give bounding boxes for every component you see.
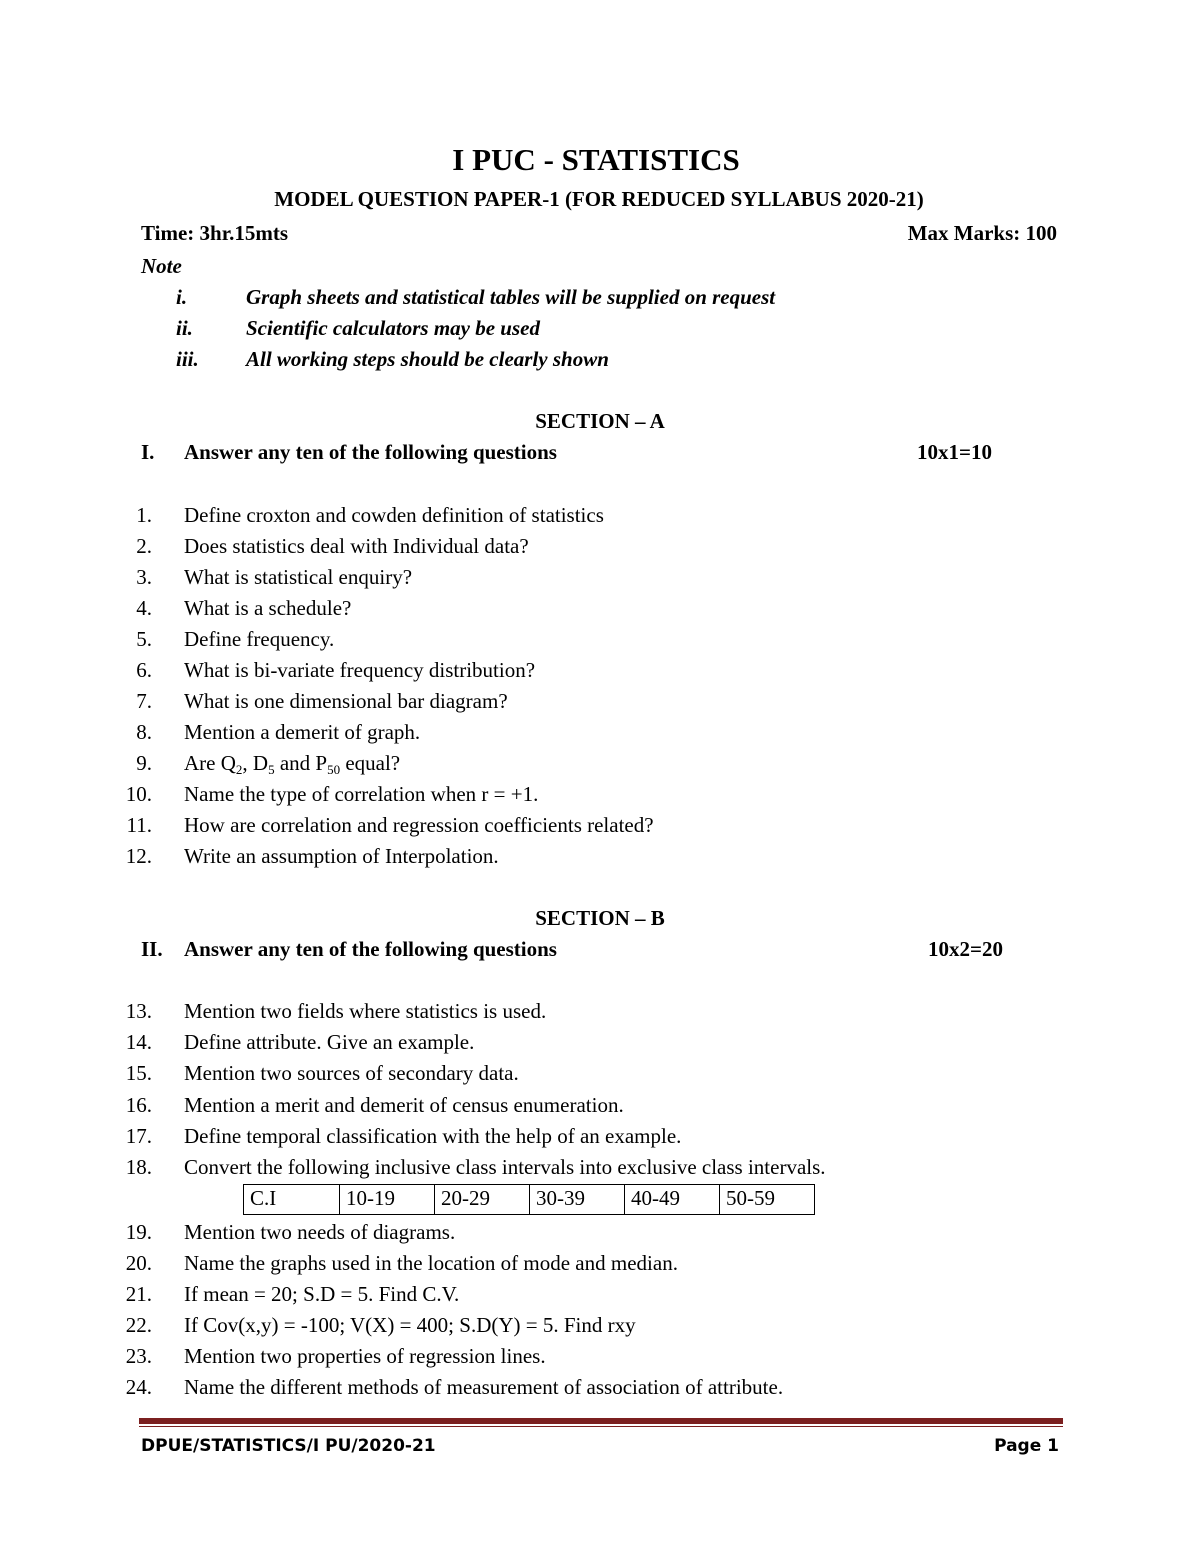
question-number: 6. (136, 658, 152, 682)
question-number: 18. (125, 1155, 152, 1179)
question-text: Name the type of correlation when r = +1. (184, 782, 539, 806)
note-item-number: iii. (176, 347, 199, 371)
page-number: Page 1 (994, 1436, 1059, 1456)
question-text: Convert the following inclusive class intervals into exclusive class intervals. (184, 1155, 826, 1179)
footer-rule (139, 1418, 1063, 1424)
paper-title: I PUC - STATISTICS (452, 142, 740, 177)
question-number: 16. (125, 1093, 152, 1117)
question-number: 12. (125, 844, 152, 868)
question-text: How are correlation and regression coefficients related? (184, 813, 654, 837)
question-text: Define temporal classification with the help of an example. (184, 1124, 682, 1148)
exam-time: Time: 3hr.15mts (141, 221, 288, 245)
question-number: 5. (136, 627, 152, 651)
subscript: 2 (235, 762, 243, 777)
question-number: 14. (125, 1030, 152, 1054)
question-text: What is bi-variate frequency distribution? (184, 658, 536, 682)
question-number: 19. (125, 1220, 152, 1244)
question-text: Define croxton and cowden definition of statistics (184, 503, 604, 527)
section-a-marks: 10x1=10 (917, 440, 992, 464)
table-cell: 20-29 (435, 1185, 530, 1215)
section-a-instruction: Answer any ten of the following questions (184, 440, 557, 464)
question-number: 1. (136, 503, 152, 527)
table-cell: 10-19 (340, 1185, 435, 1215)
question-text: Define attribute. Give an example. (184, 1030, 475, 1054)
question-number: 21. (125, 1282, 152, 1306)
question-number: 11. (126, 813, 152, 837)
subscript: 5 (268, 762, 275, 777)
question-text: What is a schedule? (184, 596, 352, 620)
question-number: 15. (125, 1061, 152, 1085)
question-text: Define frequency. (184, 627, 335, 651)
question-text-part: Are Q (184, 751, 236, 775)
section-a-heading: SECTION – A (535, 409, 665, 433)
table-cell: 50-59 (720, 1185, 815, 1215)
question-text (184, 749, 400, 777)
question-text: Mention two properties of regression lines. (184, 1344, 546, 1368)
question-number: 7. (136, 689, 152, 713)
section-a-roman: I. (141, 440, 155, 464)
question-text: Name the graphs used in the location of mode and median. (184, 1251, 678, 1275)
question-number: 2. (136, 534, 152, 558)
question-text: Write an assumption of Interpolation. (184, 844, 499, 868)
note-item-text: Scientific calculators may be used (246, 316, 540, 340)
note-item-number: ii. (176, 316, 193, 340)
question-number: 17. (125, 1124, 152, 1148)
question-number: 4. (136, 596, 152, 620)
question-number: 23. (125, 1344, 152, 1368)
question-number: 13. (125, 999, 152, 1023)
question-text: What is statistical enquiry? (184, 565, 413, 589)
question-number: 24. (125, 1375, 152, 1399)
question-text: If mean = 20; S.D = 5. Find C.V. (184, 1282, 460, 1306)
section-b-instruction: Answer any ten of the following questions (184, 937, 557, 961)
question-text: Mention two sources of secondary data. (184, 1061, 519, 1085)
question-text: What is one dimensional bar diagram? (184, 689, 508, 713)
question-text-part: , D (242, 751, 269, 775)
question-number: 8. (136, 720, 152, 744)
question-number: 22. (125, 1313, 152, 1337)
question-number: 9. (136, 751, 152, 775)
section-b-heading: SECTION – B (535, 906, 665, 930)
table-cell: C.I (244, 1185, 340, 1215)
note-item-text: Graph sheets and statistical tables will be supplied on request (246, 285, 776, 309)
question-text: Does statistics deal with Individual data? (184, 534, 529, 558)
class-interval-table (243, 1184, 815, 1215)
section-b-marks: 10x2=20 (928, 937, 1003, 961)
question-text-part: and P (274, 751, 328, 775)
question-text: If Cov(x,y) = -100; V(X) = 400; S.D(Y) = 5. Find rxy (184, 1313, 636, 1337)
paper-subtitle: MODEL QUESTION PAPER-1 (FOR REDUCED SYLLABUS 2020-21) (274, 187, 924, 211)
table-cell: 40-49 (625, 1185, 720, 1215)
question-text: Mention a demerit of graph. (184, 720, 421, 744)
question-text: Mention two fields where statistics is used. (184, 999, 547, 1023)
question-number: 20. (125, 1251, 152, 1275)
question-text: Mention a merit and demerit of census enumeration. (184, 1093, 624, 1117)
table-cell: 30-39 (530, 1185, 625, 1215)
question-text: Name the different methods of measurement of association of attribute. (184, 1375, 784, 1399)
question-text: Mention two needs of diagrams. (184, 1220, 456, 1244)
question-text-part: equal? (340, 751, 401, 775)
subscript: 50 (327, 762, 341, 777)
note-item-text: All working steps should be clearly shown (246, 347, 609, 371)
footer-document-code: DPUE/STATISTICS/I PU/2020-21 (141, 1436, 436, 1456)
table-row (244, 1185, 815, 1215)
note-label: Note (141, 254, 182, 278)
section-b-roman: II. (141, 937, 163, 961)
question-number: 10. (125, 782, 152, 806)
max-marks: Max Marks: 100 (907, 221, 1057, 245)
footer-rule-thin (139, 1426, 1063, 1427)
question-number: 3. (136, 565, 152, 589)
note-item-number: i. (176, 285, 188, 309)
